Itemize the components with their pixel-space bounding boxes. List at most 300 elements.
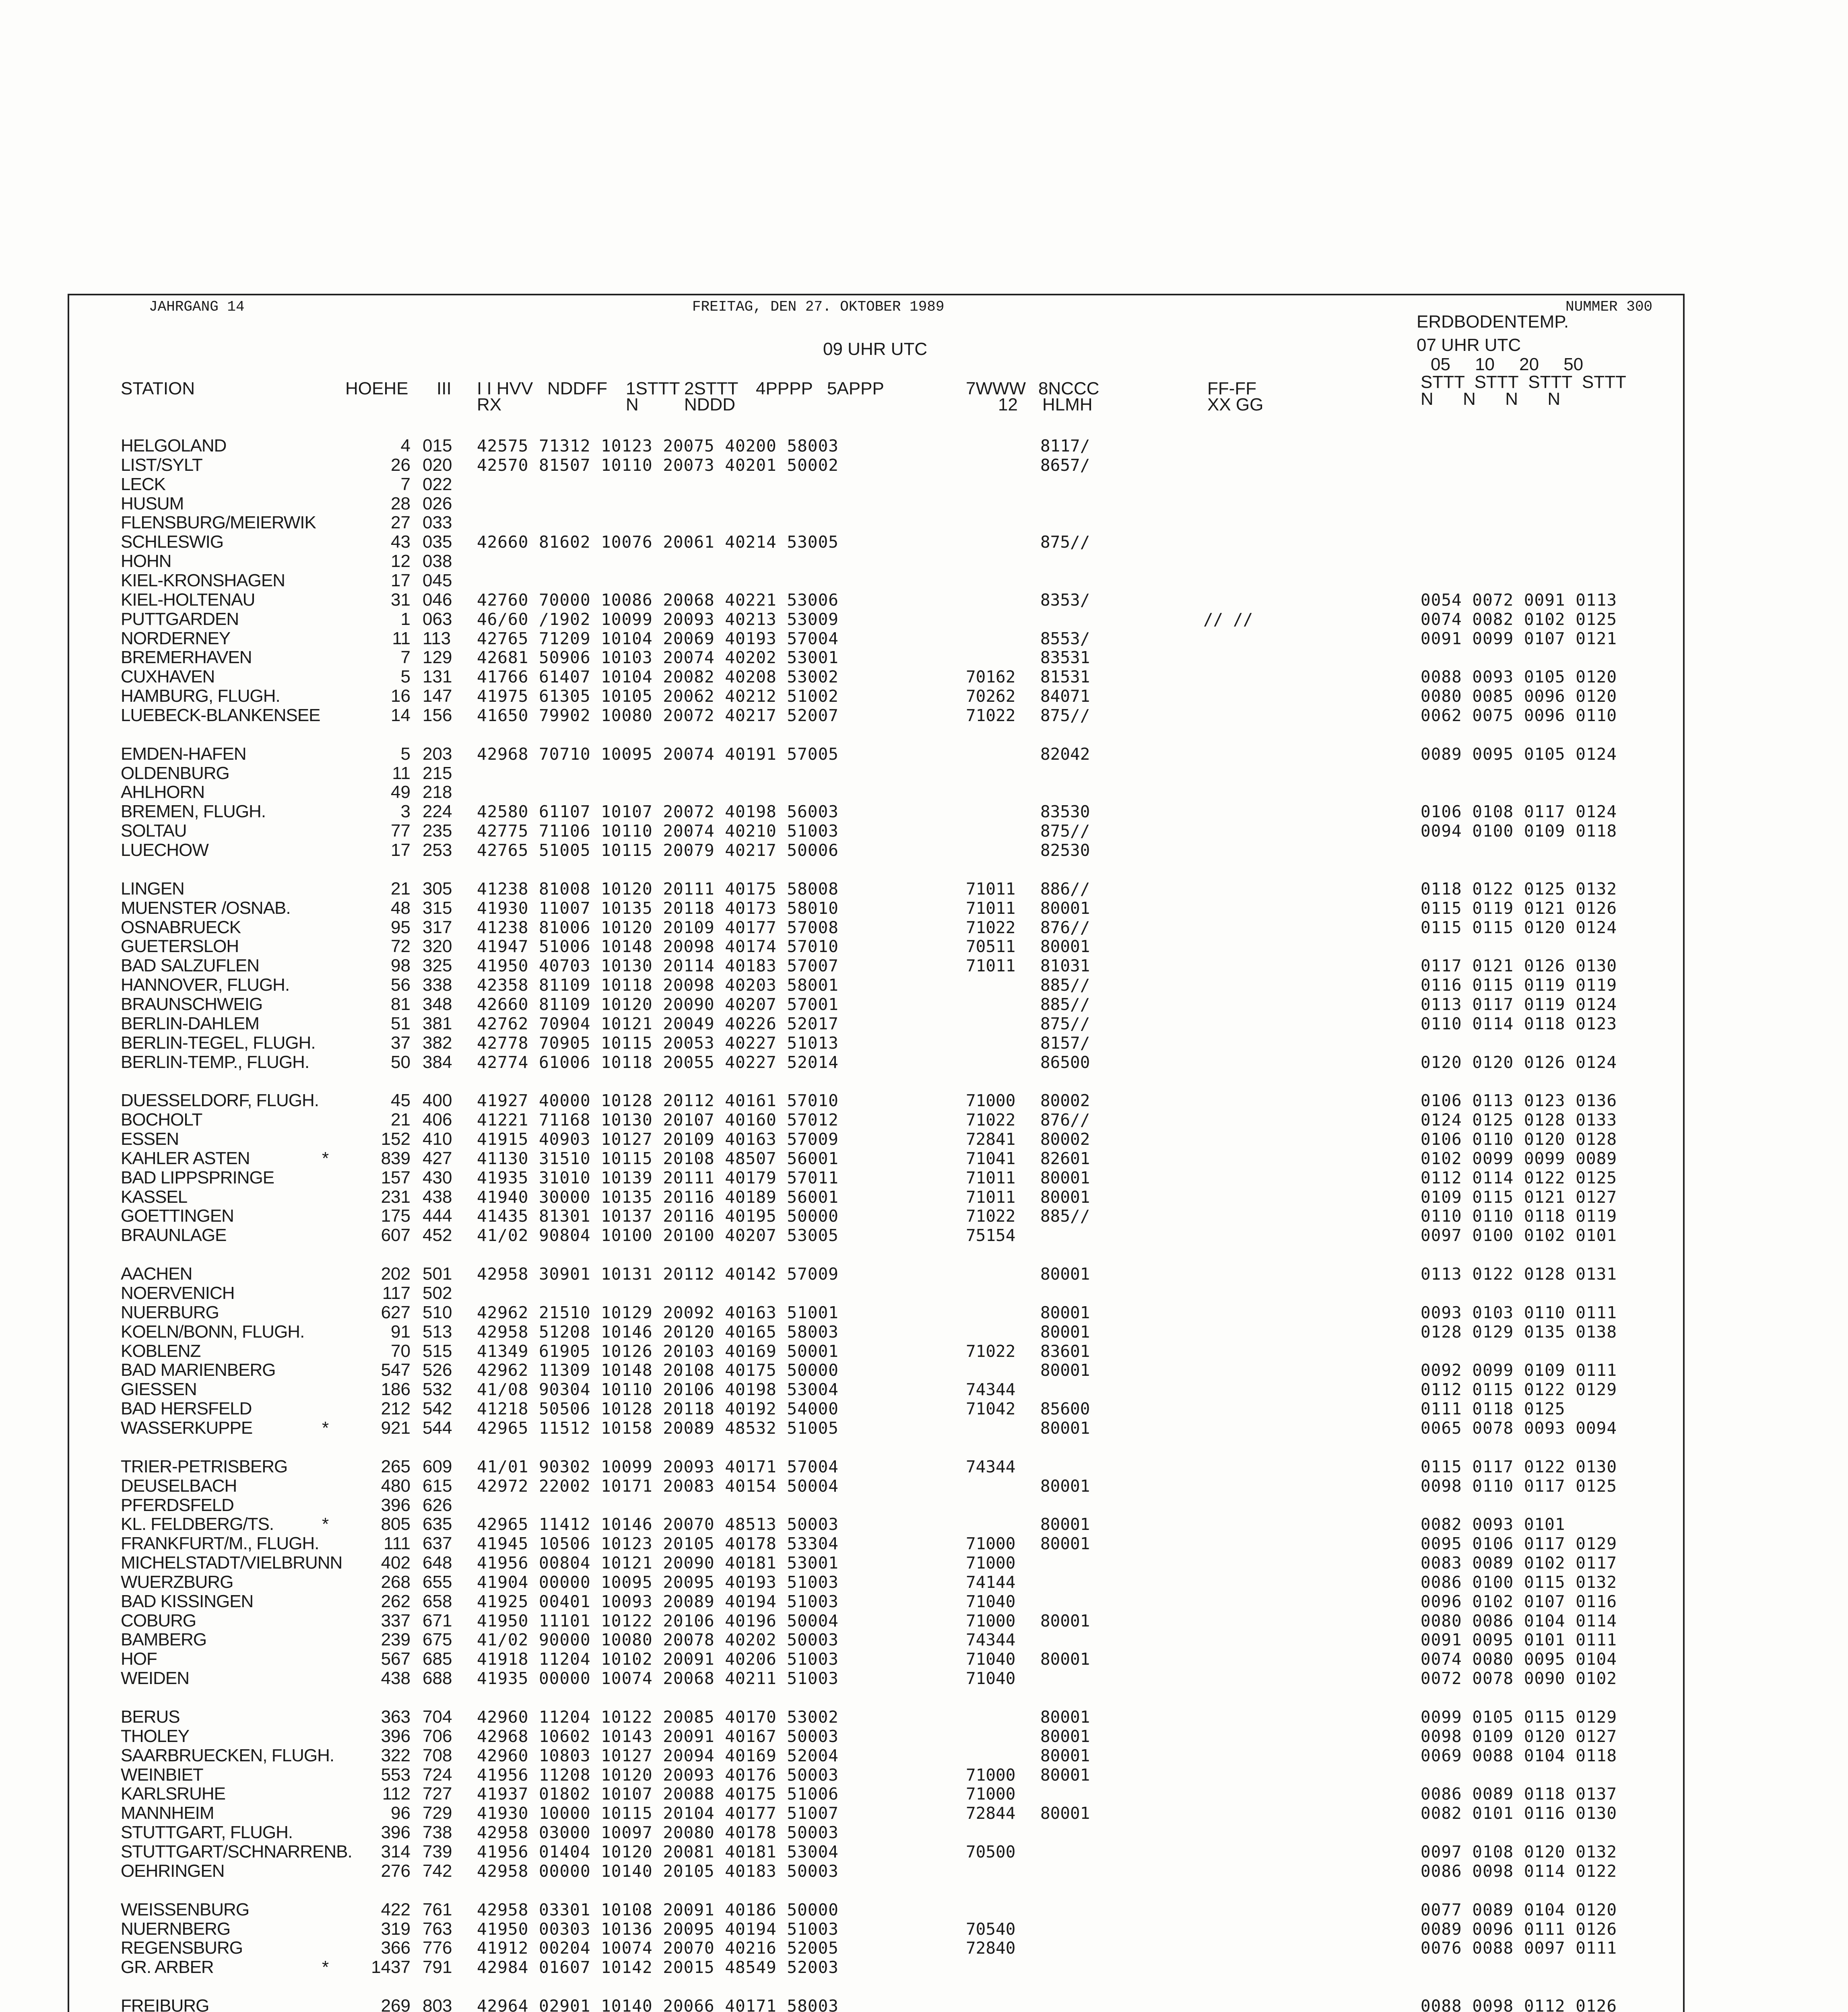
col-station: STATION [121,379,195,398]
station-height: 396 [381,1726,410,1746]
station-index: 626 [423,1495,452,1515]
synop-groups: 42972 22002 10171 20083 40154 50004 [477,1476,839,1496]
station-name: WASSERKUPPE [121,1418,253,1438]
station-index: 430 [423,1167,452,1187]
col-g2: NDDFF [547,379,608,398]
soil-temps: 0113 0122 0128 0131 [1421,1264,1617,1284]
weather-group: 70540 [966,1919,1016,1939]
station-height: 117 [382,1283,410,1303]
soil-temps: 0089 0095 0105 0124 [1421,744,1617,764]
station-height: 269 [381,1996,410,2012]
soil-temps: 0077 0089 0104 0120 [1421,1900,1617,1919]
station-height: 111 [384,1534,410,1554]
station-index: 131 [423,667,452,687]
station-height: 1 [400,609,410,629]
cloud-group: 81031 [1040,956,1090,976]
station-name: GOETTINGEN [121,1206,234,1226]
station-height: 26 [391,455,410,475]
station-height: 921 [381,1418,410,1438]
cloud-group: 875// [1040,705,1090,725]
station-height: 98 [391,956,410,976]
synop-groups: 42984 01607 10142 20015 48549 52003 [477,1958,839,1977]
synop-groups: 41130 31510 10115 20108 48507 56001 [477,1148,839,1168]
station-height: 175 [381,1206,410,1226]
synop-groups: 41927 40000 10128 20112 40161 57010 [477,1091,839,1111]
cloud-group: 86500 [1040,1052,1090,1072]
weather-group: 71040 [966,1669,1016,1688]
station-name: AACHEN [121,1264,192,1284]
weather-group: 71011 [966,956,1016,976]
col-g1: I I HVV [477,379,533,398]
weather-group: 71040 [966,1649,1016,1669]
cloud-group: 80001 [1040,1264,1090,1284]
station-height: 37 [391,1033,410,1053]
station-name: BAD SALZUFLEN [121,956,259,976]
synop-groups: 42964 02901 10140 20066 40171 58003 [477,1996,839,2012]
synop-groups: 42962 11309 10148 20108 40175 50000 [477,1361,839,1380]
soil-temps: 0082 0093 0101 [1421,1515,1565,1534]
station-name: KOELN/BONN, FLUGH. [121,1321,305,1342]
synop-groups: 41/02 90000 10080 20078 40202 50003 [477,1630,839,1650]
col-iii: III [437,379,452,398]
station-name: BREMEN, FLUGH. [121,802,266,822]
station-height: 627 [381,1302,410,1322]
soil-temps: 0112 0115 0122 0129 [1421,1380,1617,1400]
soil-temps: 0116 0115 0119 0119 [1421,975,1617,995]
station-height: 396 [381,1495,410,1515]
station-name: BAMBERG [121,1630,207,1650]
col-soil-stt: STTT STTT STTT STTT [1421,372,1626,392]
station-index: 406 [423,1110,452,1130]
synop-groups: 41947 51006 10148 20098 40174 57010 [477,937,839,957]
synop-groups: 42681 50906 10103 20074 40202 53001 [477,648,839,668]
weather-group: 71000 [966,1534,1016,1554]
col-hoehe: HOEHE [345,379,408,398]
station-height: 366 [381,1938,410,1958]
station-index: 045 [423,570,452,590]
station-index: 020 [423,455,452,475]
station-name: GUETERSLOH [121,936,239,957]
station-height: 17 [391,570,410,590]
weather-group: 74344 [966,1380,1016,1400]
soil-temps: 0115 0115 0120 0124 [1421,917,1617,937]
soil-temps: 0092 0099 0109 0111 [1421,1361,1617,1380]
station-name: NOERVENICH [121,1283,235,1303]
station-index: 253 [423,840,452,860]
station-name: STUTTGART/SCHNARRENB. [121,1841,352,1862]
station-height: 268 [381,1572,410,1592]
station-name: COBURG [121,1610,196,1631]
synop-groups: 42575 71312 10123 20075 40200 58003 [477,436,839,456]
synop-groups: 42760 70000 10086 20068 40221 53006 [477,590,839,610]
col-soil-n: N N N N [1421,389,1561,409]
station-name: TRIER-PETRISBERG [121,1456,288,1476]
station-name: WEISSENBURG [121,1899,250,1919]
station-name: ESSEN [121,1129,179,1149]
soil-temps: 0074 0082 0102 0125 [1421,609,1617,629]
station-name: WUERZBURG [121,1572,233,1592]
station-index: 317 [423,917,452,937]
weather-group: 71041 [966,1148,1016,1168]
station-height: 363 [381,1707,410,1727]
station-height: 21 [391,878,410,899]
station-height: 91 [391,1321,410,1342]
cloud-group: 83601 [1040,1341,1090,1361]
soil-depths: 05 10 20 50 [1431,355,1584,374]
station-name: SAARBRUECKEN, FLUGH. [121,1745,334,1765]
synop-groups: 42660 81109 10120 20090 40207 57001 [477,994,839,1014]
weather-group: 71022 [966,1110,1016,1130]
station-name: BERLIN-TEGEL, FLUGH. [121,1033,316,1053]
station-index: 526 [423,1360,452,1380]
soil-temps: 0109 0115 0121 0127 [1421,1187,1617,1207]
station-index: 532 [423,1379,452,1400]
cloud-group: 80001 [1040,1611,1090,1631]
soil-temps: 0094 0100 0109 0118 [1421,821,1617,841]
station-height: 31 [391,590,410,610]
station-index: 501 [423,1264,452,1284]
soil-temps: 0099 0105 0115 0129 [1421,1707,1617,1727]
station-name: WEINBIET [121,1765,203,1785]
station-name: BAD MARIENBERG [121,1360,276,1380]
soil-temps: 0128 0129 0135 0138 [1421,1322,1617,1342]
station-index: 444 [423,1206,452,1226]
station-name: MANNHEIM [121,1803,214,1823]
soil-temps: 0082 0101 0116 0130 [1421,1804,1617,1823]
synop-groups: 41912 00204 10074 20070 40216 52005 [477,1938,839,1958]
station-index: 147 [423,686,452,706]
station-height: 14 [391,705,410,725]
station-name: LINGEN [121,878,184,899]
station-name: OSNABRUECK [121,917,241,937]
station-name: KOBLENZ [121,1341,201,1361]
weather-group: 71000 [966,1091,1016,1111]
station-index: 015 [423,436,452,456]
cloud-group: 80001 [1040,1187,1090,1207]
weather-group: 71000 [966,1553,1016,1573]
station-name: KIEL-KRONSHAGEN [121,570,285,590]
cloud-group: 8157/ [1040,1033,1090,1053]
station-height: 95 [391,917,410,937]
col-g5: 4PPPP [756,379,813,398]
soil-temps: 0080 0086 0104 0114 [1421,1611,1617,1631]
station-name: LIST/SYLT [121,455,202,475]
cloud-group: 80001 [1040,1303,1090,1322]
synop-groups: 41218 50506 10128 20118 40192 54000 [477,1399,839,1419]
synop-groups: 41956 11208 10120 20093 40176 50003 [477,1765,839,1785]
soil-temps: 0106 0113 0123 0136 [1421,1091,1617,1111]
station-index: 400 [423,1091,452,1111]
synop-groups: 42570 81507 10110 20073 40201 50002 [477,455,839,475]
soil-temps: 0098 0109 0120 0127 [1421,1726,1617,1746]
synop-groups: 41935 31010 10139 20111 40179 57011 [477,1168,839,1187]
soil-temps: 0113 0117 0119 0124 [1421,994,1617,1014]
station-index: 384 [423,1052,452,1072]
synop-groups: 42660 81602 10076 20061 40214 53005 [477,532,839,552]
col-ww: 7WWW [966,379,1026,398]
cloud-group: 885// [1040,994,1090,1014]
station-name: GIESSEN [121,1379,197,1400]
soil-temps: 0091 0095 0101 0111 [1421,1630,1617,1650]
station-index: 063 [423,609,452,629]
station-height: 96 [391,1803,410,1823]
station-index: 637 [423,1534,452,1554]
weather-group: 71022 [966,1341,1016,1361]
soil-temps: 0098 0110 0117 0125 [1421,1476,1617,1496]
station-height: 4 [400,436,410,456]
soil-time: 07 UHR UTC [1417,335,1521,355]
weather-group: 71000 [966,1784,1016,1804]
weather-group: 71000 [966,1611,1016,1631]
cloud-group: 80001 [1040,1804,1090,1823]
station-height: 11 [392,763,410,783]
weather-group: 71011 [966,879,1016,899]
soil-temps: 0086 0098 0114 0122 [1421,1861,1617,1881]
soil-temps: 0069 0088 0104 0118 [1421,1746,1617,1765]
cloud-group: 80001 [1040,1746,1090,1765]
col-g4b: NDDD [684,395,736,414]
soil-temps: 0097 0108 0120 0132 [1421,1842,1617,1862]
station-height: 239 [381,1630,410,1650]
station-height: 112 [382,1784,410,1804]
weather-group: 74144 [966,1572,1016,1592]
station-index: 215 [423,763,452,783]
synop-groups: 42958 00000 10140 20105 40183 50003 [477,1861,839,1881]
station-height: 70 [391,1341,410,1361]
weather-group: 71000 [966,1765,1016,1785]
soil-temps: 0112 0114 0122 0125 [1421,1168,1617,1187]
synop-groups: 41930 11007 10135 20118 40173 58010 [477,898,839,918]
station-height: 5 [400,744,410,764]
soil-temps: 0118 0122 0125 0132 [1421,879,1617,899]
station-height: 231 [381,1187,410,1207]
station-index: 438 [423,1187,452,1207]
cloud-group: 80001 [1040,1476,1090,1496]
cloud-group: 84071 [1040,686,1090,706]
station-name: BREMERHAVEN [121,647,252,668]
synop-groups: 41956 01404 10120 20081 40181 53004 [477,1842,839,1862]
soil-temps: 0102 0099 0099 0089 [1421,1148,1617,1168]
station-index: 156 [423,705,452,725]
weather-group: 72841 [966,1130,1016,1149]
synop-groups: 42965 11412 10146 20070 48513 50003 [477,1515,839,1534]
synop-groups: 42958 30901 10131 20112 40142 57009 [477,1264,839,1284]
synop-groups: 41950 40703 10130 20114 40183 57007 [477,956,839,976]
synop-groups: 41650 79902 10080 20072 40217 52007 [477,705,839,725]
station-name: HUSUM [121,493,184,513]
station-index: 658 [423,1591,452,1611]
synop-groups: 41238 81006 10120 20109 40177 57008 [477,917,839,937]
weather-group: 72844 [966,1804,1016,1823]
station-name: LUECHOW [121,840,208,860]
station-index: 035 [423,532,452,552]
cloud-group: 886// [1040,879,1090,899]
station-index: 224 [423,802,452,822]
cloud-group: 875// [1040,821,1090,841]
station-index: 022 [423,474,452,494]
weather-group: 71011 [966,1187,1016,1207]
station-height: 202 [381,1264,410,1284]
station-index: 671 [423,1610,452,1631]
station-height: 11 [392,628,410,648]
mountain-marker: * [322,1148,329,1168]
station-index: 803 [423,1996,452,2012]
station-height: 27 [391,513,410,533]
station-height: 16 [391,686,410,706]
weather-group: 71042 [966,1399,1016,1419]
station-index: 513 [423,1321,452,1342]
station-index: 510 [423,1302,452,1322]
station-index: 742 [423,1861,452,1881]
cloud-group: 83531 [1040,648,1090,668]
station-height: 43 [391,532,410,552]
station-name: KARLSRUHE [121,1784,225,1804]
station-name: DUESSELDORF, FLUGH. [121,1091,319,1111]
station-index: 776 [423,1938,452,1958]
station-index: 761 [423,1899,452,1919]
col-g1b: RX [477,395,502,414]
cloud-group: 80001 [1040,1168,1090,1187]
col-nc: 8NCCC [1038,379,1099,398]
station-name: THOLEY [121,1726,190,1746]
soil-temps: 0115 0119 0121 0126 [1421,898,1617,918]
station-height: 567 [381,1649,410,1669]
soil-temps: 0076 0088 0097 0111 [1421,1938,1617,1958]
synop-groups: 42765 51005 10115 20079 40217 50006 [477,841,839,860]
station-name: NORDERNEY [121,628,231,648]
synop-groups: 42958 51208 10146 20120 40165 58003 [477,1322,839,1342]
soil-temps: 0117 0121 0126 0130 [1421,956,1617,976]
station-name: BRAUNLAGE [121,1225,227,1245]
station-height: 28 [391,493,410,513]
station-height: 81 [391,994,410,1014]
cloud-group: 80001 [1040,1418,1090,1438]
cloud-group: 85600 [1040,1399,1090,1419]
synop-groups: 41238 81008 10120 20111 40175 58008 [477,879,839,899]
synop-groups: 41937 01802 10107 20088 40175 51006 [477,1784,839,1804]
cloud-group: 8553/ [1040,629,1090,648]
station-index: 315 [423,898,452,918]
soil-temps: 0095 0106 0117 0129 [1421,1534,1617,1554]
station-index: 515 [423,1341,452,1361]
weather-group: 71022 [966,705,1016,725]
station-name: BERUS [121,1707,180,1727]
weather-group: 74344 [966,1457,1016,1476]
station-name: NUERNBERG [121,1919,231,1939]
col-g6: 5APPP [827,379,884,398]
station-height: 49 [391,782,410,802]
station-index: 320 [423,936,452,957]
station-height: 21 [391,1110,410,1130]
station-name: EMDEN-HAFEN [121,744,246,764]
station-index: 708 [423,1745,452,1765]
cloud-group: 875// [1040,532,1090,552]
soil-temps: 0072 0078 0090 0102 [1421,1669,1617,1688]
weather-group: 71022 [966,1206,1016,1226]
station-name: AHLHORN [121,782,205,802]
station-index: 033 [423,513,452,533]
synop-groups: 42965 11512 10158 20089 48532 51005 [477,1418,839,1438]
wind-group: // // [1203,609,1253,629]
station-height: 72 [391,936,410,957]
synop-groups: 42968 10602 10143 20091 40167 50003 [477,1726,839,1746]
station-name: LUEBECK-BLANKENSEE [121,705,320,725]
station-name: HOF [121,1649,157,1669]
mountain-marker: * [322,1957,329,1977]
synop-groups: 41/02 90804 10100 20100 40207 53005 [477,1226,839,1245]
soil-temps: 0115 0117 0122 0130 [1421,1457,1617,1476]
soil-temps: 0083 0089 0102 0117 [1421,1553,1617,1573]
station-name: HOHN [121,551,171,571]
mountain-marker: * [322,1418,329,1438]
weather-group: 71011 [966,898,1016,918]
synop-groups: 41950 00303 10136 20095 40194 51003 [477,1919,839,1939]
synop-groups: 41940 30000 10135 20116 40189 56001 [477,1187,839,1207]
station-index: 305 [423,878,452,899]
synop-groups: 41945 10506 10123 20105 40178 53304 [477,1534,839,1554]
station-index: 675 [423,1630,452,1650]
station-index: 381 [423,1013,452,1033]
cloud-group: 876// [1040,1110,1090,1130]
cloud-group: 80001 [1040,1649,1090,1669]
station-height: 186 [381,1379,410,1400]
station-height: 547 [381,1360,410,1380]
synop-groups: 41/01 90302 10099 20093 40171 57004 [477,1457,839,1476]
synop-groups: 41950 11101 10122 20106 40196 50004 [477,1611,839,1631]
synop-groups: 41935 00000 10074 20068 40211 51003 [477,1669,839,1688]
synop-groups: 41925 00401 10093 20089 40194 51003 [477,1591,839,1611]
station-height: 48 [391,898,410,918]
station-index: 203 [423,744,452,764]
station-name: OLDENBURG [121,763,229,783]
col-g3b: N [626,395,639,414]
station-name: FLENSBURG/MEIERWIK [121,513,316,533]
station-height: 607 [381,1225,410,1245]
station-height: 7 [400,647,410,668]
cloud-group: 885// [1040,975,1090,995]
station-index: 763 [423,1919,452,1939]
station-index: 727 [423,1784,452,1804]
synop-groups: 42960 11204 10122 20085 40170 53002 [477,1707,839,1727]
synop-groups: 46/60 /1902 10099 20093 40213 53009 [477,609,839,629]
station-name: REGENSBURG [121,1938,243,1958]
weather-group: 70500 [966,1842,1016,1862]
station-name: WEIDEN [121,1668,189,1688]
station-index: 685 [423,1649,452,1669]
station-name: GR. ARBER [121,1957,214,1977]
station-name: KIEL-HOLTENAU [121,590,255,610]
station-index: 218 [423,782,452,802]
station-index: 635 [423,1514,452,1534]
station-name: HAMBURG, FLUGH. [121,686,280,706]
synop-groups: 42960 10803 10127 20094 40169 52004 [477,1746,839,1765]
obs-time: 09 UHR UTC [823,339,928,359]
mountain-marker: * [322,1514,329,1534]
synop-groups: 42958 03301 10108 20091 40186 50000 [477,1900,839,1919]
station-index: 452 [423,1225,452,1245]
station-height: 314 [381,1841,410,1862]
weather-group: 71011 [966,1168,1016,1187]
station-index: 427 [423,1148,452,1168]
station-height: 77 [391,821,410,841]
station-name: KAHLER ASTEN [121,1148,250,1168]
jahrgang: JAHRGANG 14 [149,299,245,315]
station-height: 212 [381,1399,410,1419]
synop-groups: 42762 70904 10121 20049 40226 52017 [477,1014,839,1033]
station-height: 396 [381,1822,410,1843]
soil-temps: 0120 0120 0126 0124 [1421,1052,1617,1072]
station-name: BAD KISSINGEN [121,1591,254,1611]
